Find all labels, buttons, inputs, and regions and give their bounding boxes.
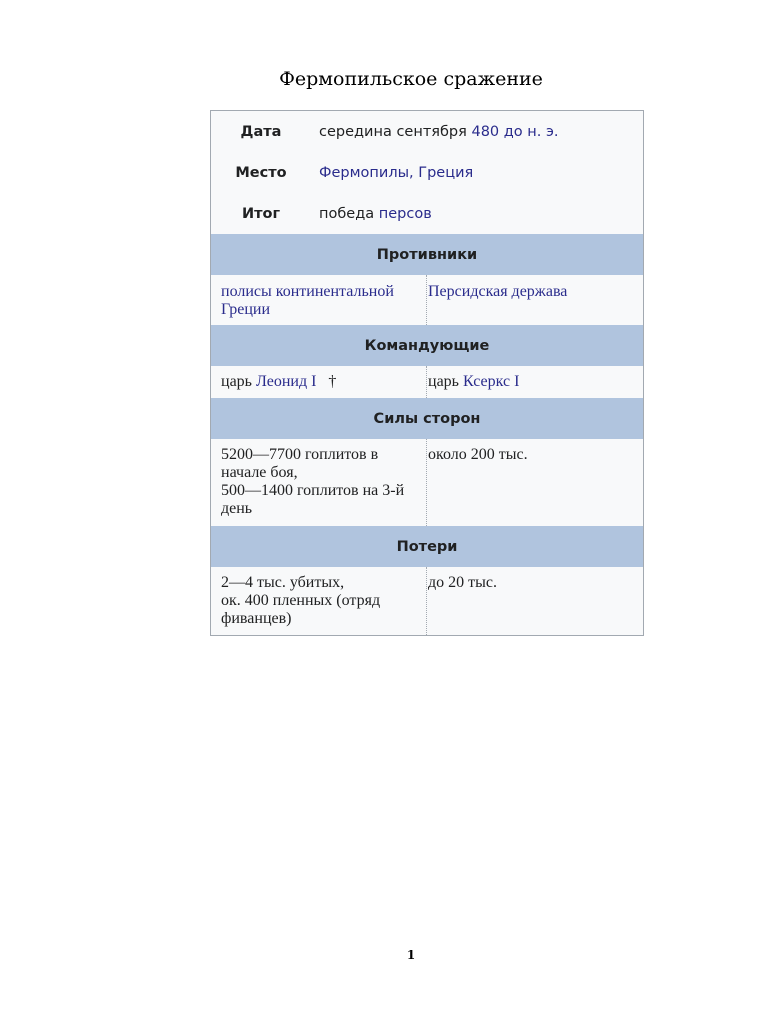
result-text: победа xyxy=(319,205,375,222)
date-link[interactable]: 480 до н. э. xyxy=(471,123,559,140)
result-link[interactable]: персов xyxy=(378,205,432,222)
forces-left-line2: начале боя, xyxy=(221,464,298,481)
forces-row xyxy=(211,439,643,526)
commanders-left xyxy=(211,366,427,398)
commander-right-link[interactable]: Ксеркс I xyxy=(462,373,520,390)
opponents-left xyxy=(211,275,427,325)
commander-right-prefix: царь xyxy=(428,373,459,390)
place-value xyxy=(311,165,473,181)
section-losses: Потери xyxy=(211,526,643,567)
losses-left xyxy=(211,567,427,635)
losses-left-line2: ок. 400 пленных (отряд xyxy=(221,592,381,609)
losses-left-line3: фиванцев) xyxy=(221,610,292,627)
info-row-place xyxy=(211,152,643,193)
losses-row xyxy=(211,567,643,635)
forces-left xyxy=(211,439,427,526)
date-label: Дата xyxy=(240,123,282,140)
info-row-result xyxy=(211,193,643,234)
place-link[interactable]: Фермопилы, Греция xyxy=(319,164,474,181)
opponents-left-line2[interactable]: Греции xyxy=(221,301,271,318)
page-title: Фермопильское сражение xyxy=(279,68,543,90)
opponents-right xyxy=(427,275,643,325)
dagger-icon: † xyxy=(328,373,337,390)
opponents-row xyxy=(211,275,643,325)
page-number: 1 xyxy=(406,948,416,962)
forces-right xyxy=(427,439,643,526)
opponents-left-line1[interactable]: полисы континентальной xyxy=(221,283,394,300)
forces-left-line3: 500—1400 гоплитов на 3-й xyxy=(221,482,405,499)
date-text: середина сентября xyxy=(319,123,467,140)
forces-left-line4: день xyxy=(221,500,253,517)
infobox xyxy=(210,110,644,636)
commander-left-prefix: царь xyxy=(221,373,252,390)
losses-right-text: до 20 тыс. xyxy=(428,574,497,591)
result-value xyxy=(311,206,432,222)
commander-left-link[interactable]: Леонид I xyxy=(255,373,317,390)
result-label: Итог xyxy=(241,205,281,222)
section-forces: Силы сторон xyxy=(211,398,643,439)
losses-right xyxy=(427,567,643,635)
forces-right-text: около 200 тыс. xyxy=(428,446,528,463)
opponents-right-link[interactable]: Персидская держава xyxy=(428,283,568,300)
info-row-date xyxy=(211,111,643,152)
commanders-row xyxy=(211,366,643,398)
date-value xyxy=(311,124,559,140)
section-opponents: Противники xyxy=(211,234,643,275)
place-label: Место xyxy=(235,164,287,181)
section-commanders: Командующие xyxy=(211,325,643,366)
losses-left-line1: 2—4 тыс. убитых, xyxy=(221,574,345,591)
forces-left-line1: 5200—7700 гоплитов в xyxy=(221,446,379,463)
commanders-right xyxy=(427,366,643,398)
